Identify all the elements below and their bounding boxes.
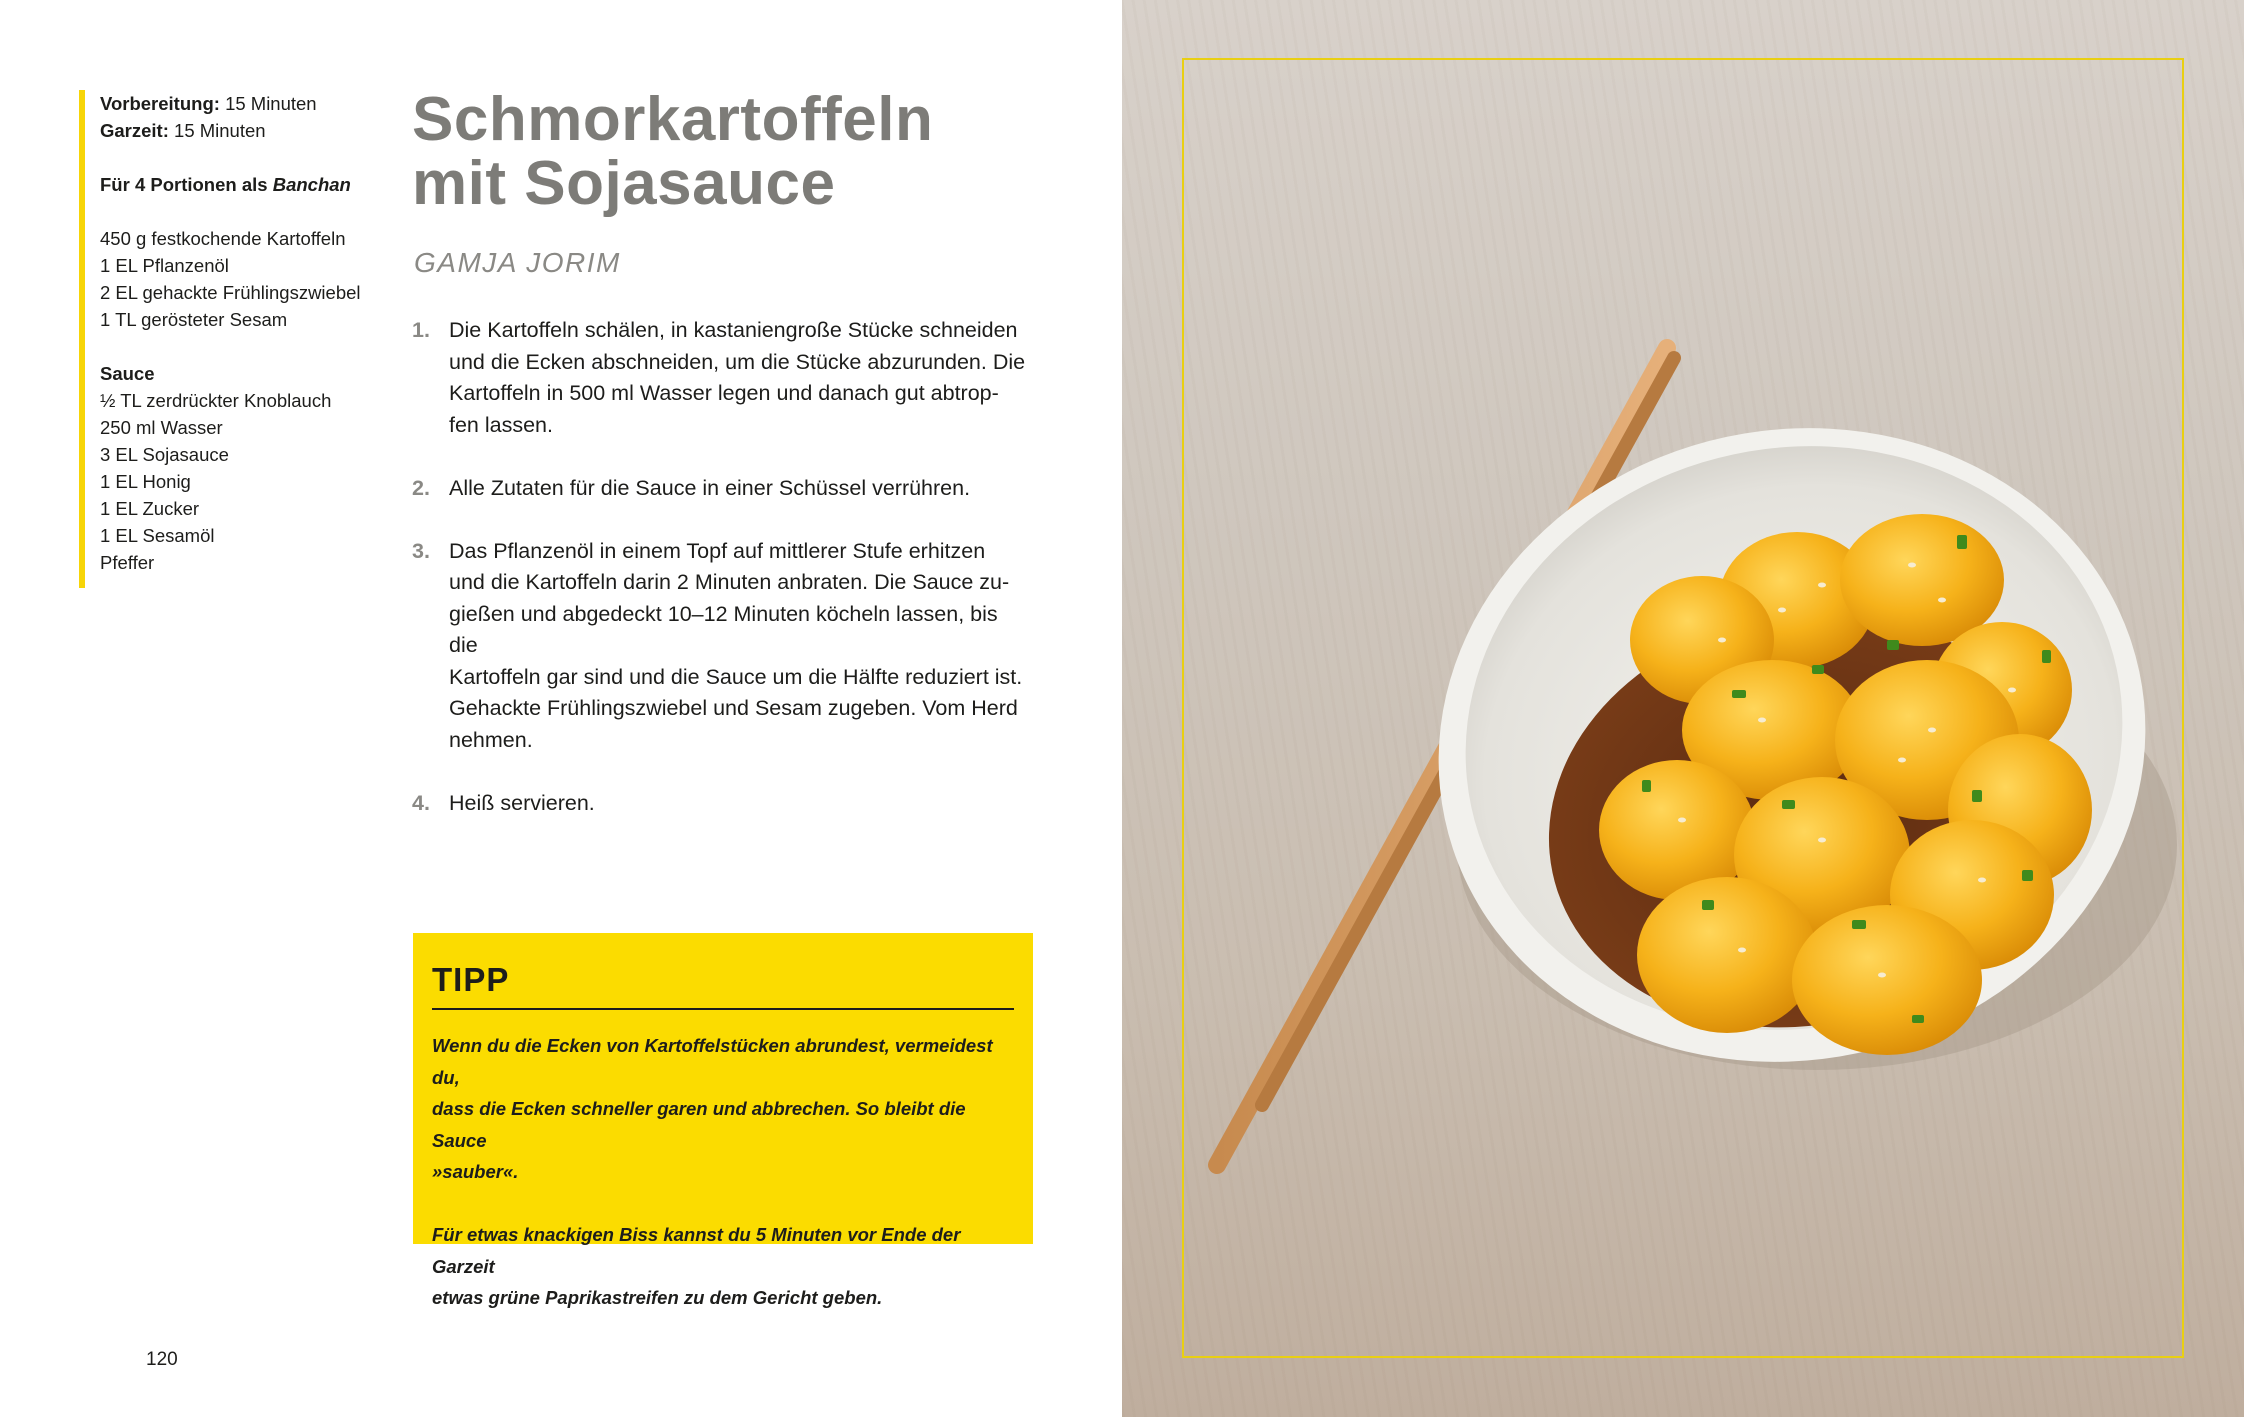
step-line: nehmen. xyxy=(449,727,533,752)
tip-line: etwas grüne Paprikastreifen zu dem Gericht geben. xyxy=(432,1287,883,1308)
step-item xyxy=(412,473,1032,505)
photo-frame xyxy=(1182,58,2184,1358)
cook-time xyxy=(100,117,379,144)
sauce-ingredient-item: 1 EL Honig xyxy=(100,471,191,492)
ingredient-item: 1 EL Pflanzenöl xyxy=(100,255,229,276)
tip-body xyxy=(432,1030,1014,1314)
page-number: 120 xyxy=(146,1349,178,1370)
tip-paragraph xyxy=(432,1219,1014,1314)
step-line: fen lassen. xyxy=(449,412,553,437)
instruction-steps xyxy=(412,315,1032,851)
sauce-heading xyxy=(100,360,379,387)
portions-dish: Banchan xyxy=(272,174,351,195)
step-line: und die Kartoffeln darin 2 Minuten anbraten. Die Sauce zu- xyxy=(449,570,1010,594)
ingredient-list xyxy=(100,225,379,333)
prep-time-label: Vorbereitung: xyxy=(100,93,220,114)
portions-prefix: Für 4 Portionen als xyxy=(100,174,268,195)
step-item xyxy=(412,788,1032,820)
step-line: Heiß servieren. xyxy=(449,790,595,815)
tip-title: TIPP xyxy=(432,960,1014,1010)
step-number: 2. xyxy=(412,475,430,500)
prep-time xyxy=(100,90,379,117)
prep-time-value: 15 Minuten xyxy=(225,93,317,114)
sauce-ingredient-item: 1 EL Sesamöl xyxy=(100,525,215,546)
sauce-ingredient-item: 250 ml Wasser xyxy=(100,417,223,438)
portions xyxy=(100,171,379,198)
tip-line: Wenn du die Ecken von Kartoffelstücken abrundest, vermeidest du, xyxy=(432,1035,993,1088)
recipe-title-line: mit Sojasauce xyxy=(412,149,836,218)
step-line: Kartoffeln in 500 ml Wasser legen und danach gut abtrop- xyxy=(449,381,999,405)
cook-time-label: Garzeit: xyxy=(100,120,169,141)
step-number: 3. xyxy=(412,538,430,563)
tip-line: dass die Ecken schneller garen und abbrechen. So bleibt die Sauce xyxy=(432,1098,966,1151)
sauce-ingredient-item: 1 EL Zucker xyxy=(100,498,200,519)
step-line: Die Kartoffeln schälen, in kastaniengroße Stücke schneiden xyxy=(449,318,1018,342)
step-line: Gehackte Frühlingszwiebel und Sesam zugeben. Vom Herd xyxy=(449,696,1018,720)
step-line: Alle Zutaten für die Sauce in einer Schüssel verrühren. xyxy=(449,475,971,500)
tip-line: »sauber«. xyxy=(432,1161,519,1182)
step-line: Das Pflanzenöl in einem Topf auf mittlerer Stufe erhitzen xyxy=(449,538,986,563)
ingredient-item: 1 TL gerösteter Sesam xyxy=(100,309,288,330)
recipe-title xyxy=(412,85,1052,218)
recipe-title-line: Schmorkartoffeln xyxy=(412,85,934,154)
step-number: 4. xyxy=(412,790,430,815)
recipe-subtitle: GAMJA JORIM xyxy=(414,247,621,278)
step-item xyxy=(412,536,1032,757)
cook-time-value: 15 Minuten xyxy=(174,120,266,141)
food-photo-page xyxy=(1122,0,2244,1417)
step-number: 1. xyxy=(412,318,430,342)
tip-line: Für etwas knackigen Biss kannst du 5 Minuten vor Ende der Garzeit xyxy=(432,1224,961,1277)
sauce-ingredient-item: Pfeffer xyxy=(100,552,155,573)
step-line: gießen und abgedeckt 10–12 Minuten köcheln lassen, bis die xyxy=(449,601,998,657)
ingredient-item: 450 g festkochende Kartoffeln xyxy=(100,228,346,249)
sauce-ingredient-list xyxy=(100,387,379,576)
sauce-heading-text: Sauce xyxy=(100,363,155,384)
step-line: und die Ecken abschneiden, um die Stücke abzurunden. Die xyxy=(449,349,1026,374)
tip-paragraph xyxy=(432,1030,1014,1188)
step-item xyxy=(412,315,1032,441)
sauce-ingredient-item: 3 EL Sojasauce xyxy=(100,444,229,465)
recipe-info-sidebar xyxy=(79,90,379,588)
sauce-ingredient-item: ½ TL zerdrückter Knoblauch xyxy=(100,390,332,411)
ingredient-item: 2 EL gehackte Frühlingszwiebel xyxy=(100,282,361,303)
tip-box xyxy=(413,933,1033,1308)
step-line: Kartoffeln gar sind und die Sauce um die Hälfte reduziert ist. xyxy=(449,664,1023,689)
